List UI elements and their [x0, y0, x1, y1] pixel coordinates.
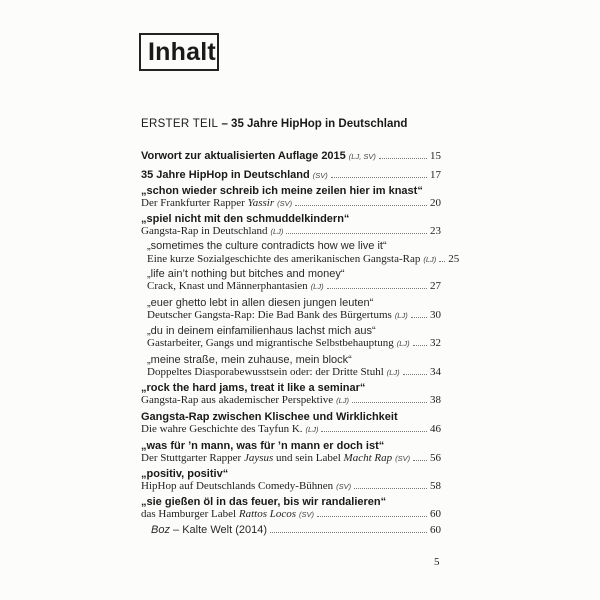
page-ref: 23	[430, 225, 441, 237]
part-title: 35 Jahre HipHop in Deutschland	[231, 118, 408, 130]
entry-authors: (LJ)	[305, 425, 319, 434]
page-ref: 46	[430, 423, 441, 435]
leader-dots	[439, 261, 445, 262]
entry-quote: „sometimes the culture contradicts how we live it“	[147, 240, 387, 252]
entry-quote: „life ain’t nothing but bitches and money“	[147, 268, 345, 280]
entry-authors: (SV)	[336, 482, 352, 491]
entry-subtitle-emphasis: Rattos Locos	[238, 508, 297, 520]
page-ref: 60	[430, 508, 441, 520]
toc-subentry-subtitle	[147, 335, 441, 349]
toc-entry-subtitle	[141, 506, 441, 520]
entry-quote: „meine straße, mein zuhause, mein block“	[147, 354, 352, 366]
toc-entry-heading	[141, 167, 441, 181]
page-ref: 34	[430, 366, 441, 378]
toc-subentry-subtitle	[147, 278, 441, 292]
entry-subtitle-continued: und sein Label	[273, 452, 344, 464]
toc-subentry-subtitle	[147, 251, 460, 265]
leader-dots	[352, 402, 427, 403]
page-ref: 17	[430, 169, 441, 181]
leader-dots	[270, 532, 427, 533]
entry-subtitle-emphasis: Yassir	[247, 197, 275, 209]
leader-dots	[411, 317, 427, 318]
entry-subtitle: Gangsta-Rap aus akademischer Perspektive	[141, 394, 334, 406]
page-ref: 20	[430, 197, 441, 209]
page-ref: 32	[430, 337, 441, 349]
entry-authors: (LJ)	[310, 282, 324, 291]
entry-subtitle: Gastarbeiter, Gangs und migrantische Selbstbehauptung	[147, 337, 394, 349]
toc-subentry-subtitle	[147, 307, 441, 321]
page-ref: 30	[430, 309, 441, 321]
entry-quote: „sie gießen öl in das feuer, bis wir randalieren“	[141, 496, 387, 508]
entry-subtitle: HipHop auf Deutschlands Comedy-Bühnen	[141, 480, 334, 492]
leader-dots	[286, 233, 427, 234]
entry-subtitle: das Hamburger Label	[141, 508, 239, 520]
leader-dots	[331, 177, 427, 178]
page-ref: 60	[430, 524, 441, 536]
leader-dots	[327, 288, 427, 289]
page-title: Inhalt	[148, 38, 216, 66]
leader-dots	[413, 345, 427, 346]
toc-subentry-subtitle	[147, 364, 441, 378]
entry-authors: (LJ, SV)	[348, 152, 376, 161]
entry-subtitle-emphasis: Jaysus	[243, 452, 274, 464]
leader-dots	[379, 158, 427, 159]
toc-entry-subtitle	[141, 421, 441, 435]
page-ref: 27	[430, 280, 441, 292]
toc-entry-subtitle	[141, 223, 441, 237]
entry-authors: (SV)	[299, 510, 315, 519]
leader-dots	[317, 516, 427, 517]
entry-quote: „rock the hard jams, treat it like a seminar“	[141, 382, 366, 394]
leader-dots	[354, 488, 427, 489]
entry-quote: „du in deinem einfamilienhaus lachst mich aus“	[147, 325, 376, 337]
entry-subtitle: Eine kurze Sozialgeschichte des amerikanischen Gangsta-Rap	[147, 253, 421, 265]
part-label: ERSTER TEIL	[141, 118, 219, 130]
entry-subtitle: Der Frankfurter Rapper	[141, 197, 248, 209]
entry-authors: (LJ)	[394, 311, 408, 320]
page-ref: 15	[430, 150, 441, 162]
page-ref: 58	[430, 480, 441, 492]
entry-authors: (LJ)	[396, 339, 410, 348]
entry-subtitle: Der Stuttgarter Rapper	[141, 452, 244, 464]
part-heading	[141, 118, 407, 130]
entry-subtitle: Gangsta-Rap in Deutschland	[141, 225, 268, 237]
leader-dots	[413, 460, 427, 461]
entry-title: 35 Jahre HipHop in Deutschland	[141, 169, 310, 181]
page-ref: 25	[448, 253, 460, 265]
entry-quote: „was für ’n mann, was für ’n mann er doch ist“	[141, 440, 385, 452]
page-number: 5	[434, 556, 440, 568]
entry-subtitle-emphasis: Macht Rap	[343, 452, 393, 464]
entry-authors: (SV)	[277, 199, 293, 208]
entry-authors: (LJ)	[336, 396, 350, 405]
entry-quote: „spiel nicht mit den schmuddelkindern“	[141, 213, 350, 225]
leader-dots	[403, 374, 427, 375]
toc-entry-subtitle	[141, 195, 441, 209]
part-separator: –	[221, 118, 228, 130]
page-ref: 38	[430, 394, 441, 406]
entry-title: Vorwort zur aktualisierten Auflage 2015	[141, 150, 346, 162]
toc-entry-subtitle	[141, 450, 441, 464]
entry-quote: „positiv, positiv“	[141, 468, 229, 480]
entry-subtitle: Deutscher Gangsta-Rap: Die Bad Bank des Bürgertums	[147, 309, 392, 321]
entry-title: Gangsta-Rap zwischen Klischee und Wirklichkeit	[141, 411, 398, 423]
toc-entry-boz	[151, 522, 441, 536]
leader-dots	[321, 431, 427, 432]
toc-entry-subtitle	[141, 392, 441, 406]
entry-artist: Boz	[151, 524, 170, 536]
entry-separator: –	[169, 524, 183, 536]
entry-authors: (LJ)	[386, 368, 400, 377]
page-ref: 56	[430, 452, 441, 464]
entry-quote: „schon wieder schreib ich meine zeilen hier im knast“	[141, 185, 423, 197]
entry-authors: (SV)	[395, 454, 411, 463]
entry-authors: (SV)	[312, 171, 328, 180]
toc-subentry-quote	[147, 238, 441, 252]
leader-dots	[295, 205, 427, 206]
toc-entry-subtitle	[141, 478, 441, 492]
entry-work: Kalte Welt (2014)	[182, 524, 267, 536]
entry-authors: (LJ)	[270, 227, 284, 236]
entry-subtitle: Crack, Knast und Männerphantasien	[147, 280, 308, 292]
entry-subtitle: Die wahre Geschichte des Tayfun K.	[141, 423, 303, 435]
entry-authors: (LJ)	[423, 255, 437, 264]
contents-title-box	[139, 33, 219, 71]
entry-quote: „euer ghetto lebt in allen diesen jungen leuten“	[147, 297, 374, 309]
toc-entry-heading	[141, 148, 441, 162]
entry-subtitle: Doppeltes Diasporabewusstsein oder: der Dritte Stuhl	[147, 366, 384, 378]
